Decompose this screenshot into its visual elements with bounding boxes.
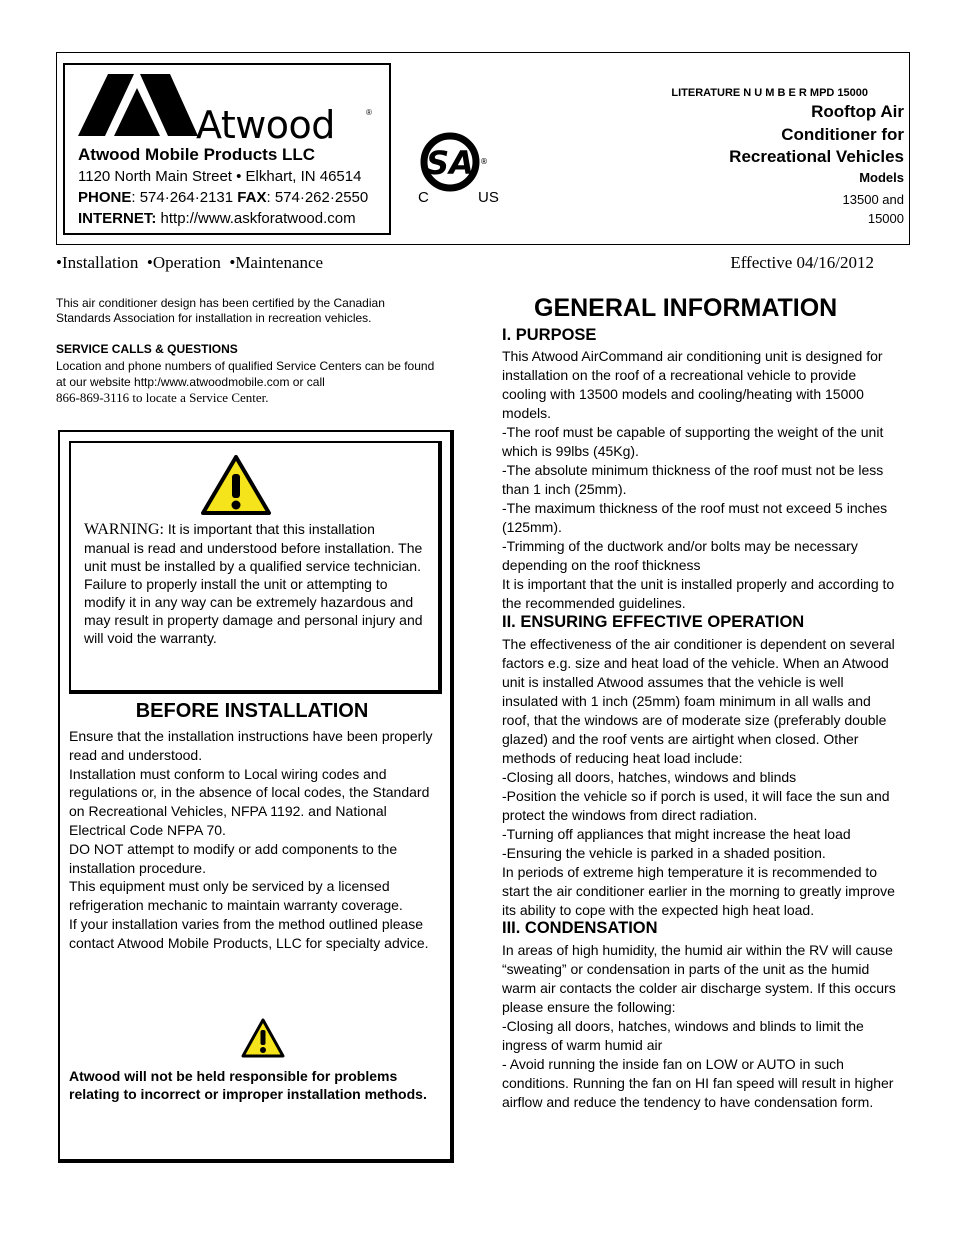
purpose-paragraph: -The roof must be capable of supporting the weight of the unit which is 99lbs (45Kg). xyxy=(502,424,884,459)
models-label: Models xyxy=(859,170,904,185)
purpose-paragraph: -Trimming of the ductwork and/or bolts may be necessary depending on the roof thickness xyxy=(502,538,858,573)
csa-letters: SA xyxy=(426,144,474,182)
service-phone: 866-869-3116 to locate a Service Center. xyxy=(56,390,269,405)
purpose-paragraph: This Atwood AirCommand air conditioning unit is designed for installation on the roof of a recreational vehicle to provide cooling with 13500 models and cooling/heating with 15000 models. xyxy=(502,348,883,421)
purpose-body xyxy=(502,347,897,613)
before-paragraph: DO NOT attempt to modify or add components to the installation procedure. xyxy=(69,840,398,876)
title-line: Recreational Vehicles xyxy=(729,147,904,166)
csa-certification-icon xyxy=(414,130,504,206)
effective-date: Effective 04/16/2012 xyxy=(730,253,874,272)
before-installation-heading: BEFORE INSTALLATION xyxy=(135,700,369,722)
before-paragraph: Ensure that the installation instructions have been properly read and understood. xyxy=(69,728,433,763)
warning-text xyxy=(84,520,424,647)
internet-label: INTERNET: xyxy=(78,210,157,227)
atwood-logo-icon xyxy=(78,74,198,136)
logo-phone-fax: PHONE: 574·264·2131 FAX: 574·262·2550 xyxy=(78,189,369,206)
purpose-paragraph: -The absolute minimum thickness of the roof must not be less than 1 inch (25mm). xyxy=(502,462,884,497)
fax-number: 574·262·2550 xyxy=(274,189,369,206)
csa-c-mark: C xyxy=(418,189,429,206)
operation-paragraph: In periods of extreme high temperature it is recommended to start the air conditioner earlier in the morning to greatly improve its ability to cope with the expected high heat load. xyxy=(502,864,895,918)
service-calls-heading: SERVICE CALLS & QUESTIONS xyxy=(56,342,238,356)
effective-operation-heading: II. ENSURING EFFECTIVE OPERATION xyxy=(502,613,805,631)
operation-paragraph: -Ensuring the vehicle is parked in a shaded position. xyxy=(502,845,826,861)
csa-us-mark: US xyxy=(478,189,499,206)
before-paragraph: If your installation varies from the method outlined please contact Atwood Mobile Products, LLC for specialty advice. xyxy=(69,915,429,951)
effective-operation-body xyxy=(502,635,897,920)
warning-message: It is important that this installation manual is read and understood before installation. The unit must be installed by a qualified service technician. Failure to properly install the unit or attempting to modify it in any way can be extremely hazardous and may result in property damage and personal injury and will void the warranty. xyxy=(84,521,423,646)
brand-name: Atwood xyxy=(196,103,335,147)
internet-url: http://www.askforatwood.com xyxy=(160,210,356,227)
condensation-paragraph: -Closing all doors, hatches, windows and blinds to limit the ingress of warm humid air xyxy=(502,1018,864,1053)
condensation-paragraph: - Avoid running the inside fan on LOW or AUTO in such conditions. Running the fan on HI fan speed will result in higher airflow and reduce the tendency to have condensation form. xyxy=(502,1056,894,1110)
purpose-paragraph: It is important that the unit is installed properly and according to the recommended guidelines. xyxy=(502,576,895,611)
before-installation-body xyxy=(69,727,439,953)
operation-paragraph: -Turning off appliances that might increase the heat load xyxy=(502,826,851,842)
logo-address: 1120 North Main Street • Elkhart, IN 46514 xyxy=(78,168,362,185)
logo-company-name: Atwood Mobile Products LLC xyxy=(78,145,316,164)
service-calls-body xyxy=(56,359,446,407)
literature-number: LITERATURE N U M B E R MPD 15000 xyxy=(671,87,868,99)
manual-sections: •Installation •Operation •Maintenance xyxy=(56,253,324,272)
warning-triangle-icon xyxy=(200,454,272,516)
general-information-heading: GENERAL INFORMATION xyxy=(534,294,838,322)
logo-internet xyxy=(78,210,356,227)
csa-certification-text: This air conditioner design has been certified by the Canadian Standards Association for installation in recreation vehicles. xyxy=(56,296,385,325)
product-title xyxy=(644,101,904,169)
condensation-body xyxy=(502,941,897,1112)
purpose-heading: I. PURPOSE xyxy=(502,326,597,344)
models-values xyxy=(784,190,904,228)
model-value: 13500 and xyxy=(842,192,904,207)
condensation-paragraph: In areas of high humidity, the humid air within the RV will cause “sweating” or condensation in parts of the unit as the humid warm air contacts the colder air discharge system. If this occurs please ensure the following: xyxy=(502,942,896,1015)
phone-label: PHONE xyxy=(78,189,132,206)
condensation-heading: III. CONDENSATION xyxy=(502,919,658,937)
purpose-paragraph: -The maximum thickness of the roof must not exceed 5 inches (125mm). xyxy=(502,500,888,535)
warning-label: WARNING: xyxy=(84,521,164,538)
title-line: Rooftop Air xyxy=(811,102,904,121)
phone-number: 574·264·2131 xyxy=(139,189,234,206)
before-paragraph: Installation must conform to Local wiring codes and regulations or, in the absence of local codes, the Standard on Recreational Vehicles, NFPA 1192. and National Electrical Code NFPA 70. xyxy=(69,765,430,838)
caution-triangle-icon xyxy=(241,1018,285,1058)
disclaimer: Atwood will not be held responsible for problems relating to incorrect or improper installation methods. xyxy=(69,1068,427,1102)
svg-text:®: ® xyxy=(480,157,488,166)
fax-label: FAX xyxy=(237,189,267,206)
before-paragraph: This equipment must only be serviced by a licensed refrigeration mechanic to maintain warranty coverage. xyxy=(69,878,403,914)
service-text: Location and phone numbers of qualified Service Centers can be found at our website http:/www.atwoodmobile.com or call xyxy=(56,359,435,389)
registered-mark: ® xyxy=(366,108,372,117)
operation-paragraph: The effectiveness of the air conditioner is dependent on several factors e.g. size and heat load of the vehicle. When an Atwood unit is installed Atwood assumes that the vehicle is well insulated with 1 inch (25mm) foam minimum in all walls and roof, that the windows are of moderate size (preferably double glazed) and the roof vents are airtight when closed. Other methods of reducing heat load include: xyxy=(502,636,895,766)
operation-paragraph: -Position the vehicle so if porch is used, it will face the sun and protect the windows from direct radiation. xyxy=(502,788,890,823)
operation-paragraph: -Closing all doors, hatches, windows and blinds xyxy=(502,769,797,785)
model-value: 15000 xyxy=(867,211,904,226)
title-line: Conditioner for xyxy=(781,124,904,144)
